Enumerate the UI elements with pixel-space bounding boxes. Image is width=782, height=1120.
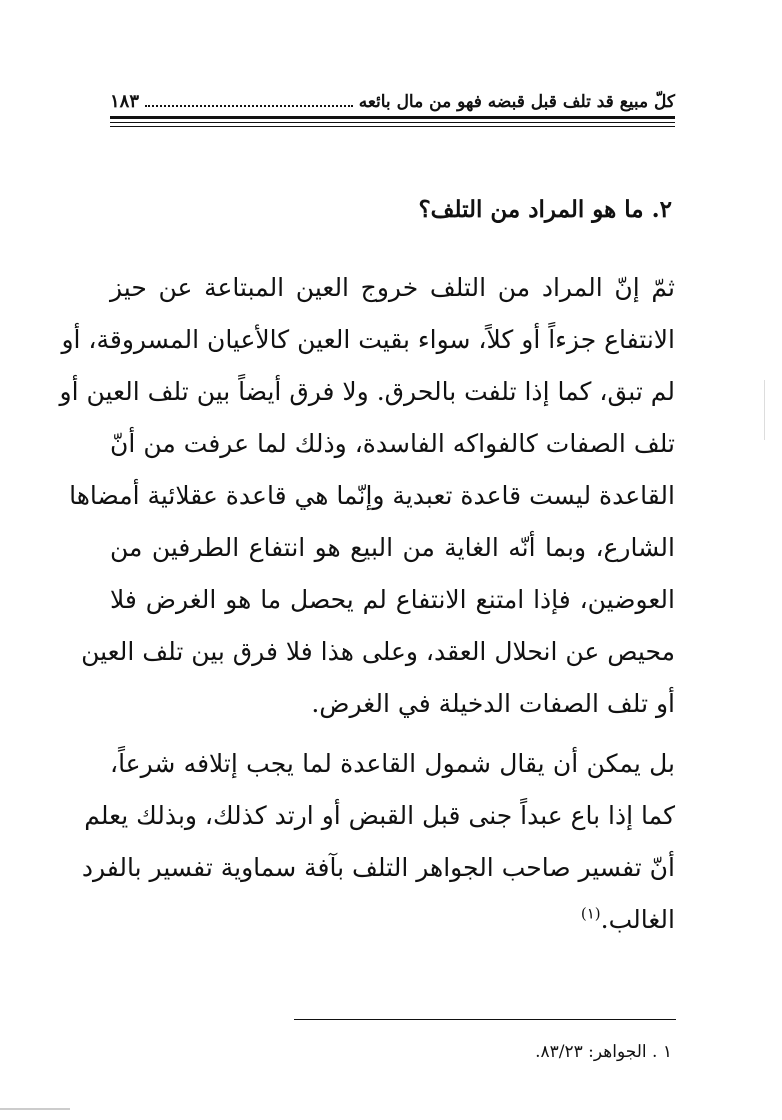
text-line-end: الغالب. bbox=[600, 905, 675, 934]
footnote-marker[interactable]: (١) bbox=[580, 904, 601, 923]
footnote-rule bbox=[294, 1019, 676, 1020]
paragraph bbox=[59, 262, 675, 730]
text-line: لم تبق، كما إذا تلفت بالحرق. ولا فرق أيضاً بين تلف العين أو bbox=[59, 377, 675, 406]
running-title: كلّ مبيع قد تلف قبل قبضه فهو من مال بائعه bbox=[358, 92, 675, 112]
text-line: محيص عن انحلال العقد، وعلى هذا فلا فرق بين تلف العين bbox=[81, 637, 675, 666]
scan-edge-mark bbox=[0, 1108, 70, 1110]
text-line: كما إذا باع عبداً جنى قبل القبض أو ارتد كذلك، وبذلك يعلم bbox=[84, 801, 675, 830]
page-number: ١٨٣ bbox=[110, 91, 140, 112]
text-line-with-footnote bbox=[110, 894, 675, 946]
running-header bbox=[110, 72, 675, 112]
text-line: الشارع، وبما أنّه الغاية من البيع هو انتفاع الطرفين من bbox=[110, 533, 675, 562]
text-line: أو تلف الصفات الدخيلة في الغرض. bbox=[311, 689, 675, 718]
text-line: العوضين، فإذا امتنع الانتفاع لم يحصل ما هو الغرض فلا bbox=[110, 585, 675, 614]
text-line: بل يمكن أن يقال شمول القاعدة لما يجب إتلافه شرعاً، bbox=[110, 749, 675, 778]
section-heading: ٢. ما هو المراد من التلف؟ bbox=[418, 196, 672, 223]
text-line: ثمّ إنّ المراد من التلف خروج العين المبتاعة عن حيز bbox=[110, 273, 675, 302]
paragraph bbox=[81, 738, 675, 946]
header-rule-thick bbox=[110, 116, 675, 119]
scan-edge-mark-right bbox=[764, 380, 765, 440]
body-text bbox=[59, 262, 675, 946]
text-line: القاعدة ليست قاعدة تعبدية وإنّما هي قاعدة عقلائية أمضاها bbox=[69, 481, 675, 510]
header-rule-thin bbox=[110, 122, 675, 123]
footnote: ١ . الجواهر: ٨٣/٢٣. bbox=[535, 1042, 672, 1062]
dotted-leader bbox=[145, 104, 353, 107]
text-line: تلف الصفات كالفواكه الفاسدة، وذلك لما عرفت من أنّ bbox=[110, 429, 675, 458]
paragraph-gap bbox=[110, 730, 675, 738]
text-line: الانتفاع جزءاً أو كلاً، سواء بقيت العين كالأعيان المسروقة، أو bbox=[61, 325, 675, 354]
header-rule-thin-lower bbox=[110, 126, 675, 127]
text-line: أنّ تفسير صاحب الجواهر التلف بآفة سماوية تفسير بالفرد bbox=[81, 853, 675, 882]
